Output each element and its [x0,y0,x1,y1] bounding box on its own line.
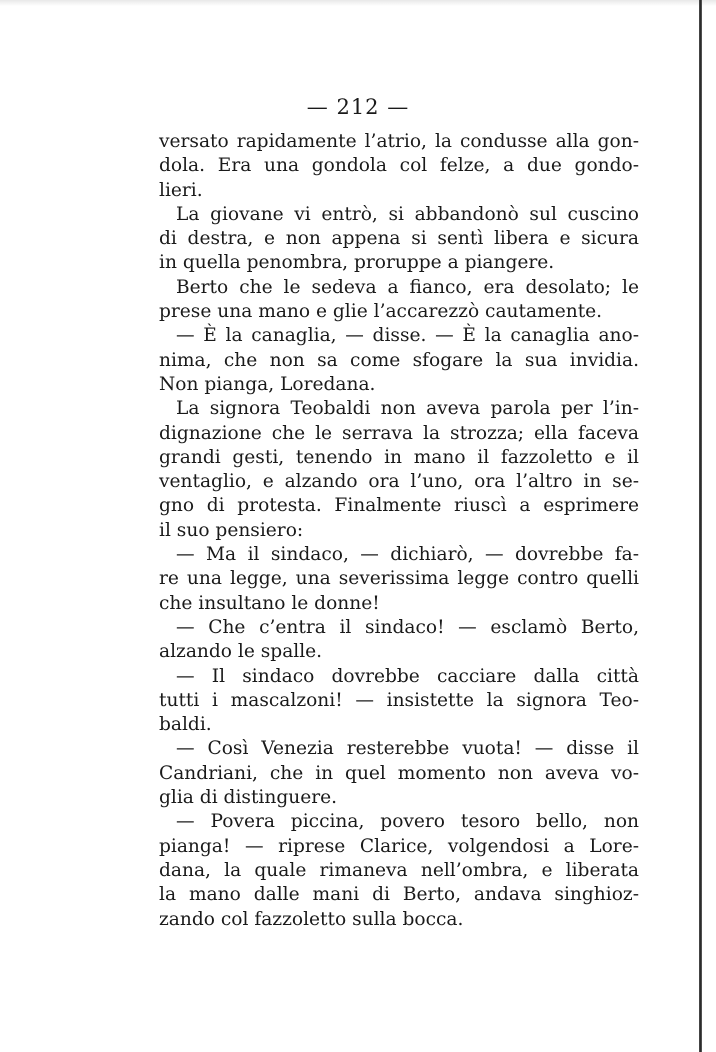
text-line: dignazione che le serrava la strozza; ella faceva [159,422,639,444]
text-line: la mano dalle mani di Berto, andava singhioz- [159,884,639,906]
page-number: — 212 — [306,95,410,119]
text-line: lieri. [159,179,203,201]
text-line: gno di protesta. Finalmente riuscì a esprimere [159,495,639,517]
text-line: — Ma il sindaco, — dichiarò, — dovrebbe fa- [176,544,639,566]
text-line: baldi. [159,714,212,736]
text-line: — Così Venezia resterebbe vuota! — disse il [176,738,639,760]
text-line: alzando le spalle. [159,641,323,663]
text-line: dola. Era una gondola col felze, a due gondo- [159,155,639,177]
text-line: che insultano le donne! [159,592,380,614]
text-line: versato rapidamente l’atrio, la condusse alla gon- [159,131,639,152]
text-line: — Povera piccina, povero tesoro bello, non [176,811,639,833]
text-line: il suo pensiero: [159,519,304,541]
page-top-edge [0,0,716,6]
text-line: — Il sindaco dovrebbe cacciare dalla città [176,665,639,687]
text-line: glia di distinguere. [159,787,338,809]
text-line: — Che c’entra il sindaco! — esclamò Berto, [176,616,639,638]
text-line: prese una mano e glie l’accarezzò cautamente. [159,301,603,323]
text-line: Berto che le sedeva a fianco, era desolato; le [176,276,639,298]
text-line: re una legge, una severissima legge contro quelli [159,568,639,590]
text-line: pianga! — riprese Clarice, volgendosi a Lore- [159,835,639,857]
text-line: di destra, e non appena si sentì libera e sicura [159,228,639,250]
text-line: ventaglio, e alzando ora l’uno, ora l’altro in se- [159,471,639,493]
text-line: dana, la quale rimaneva nell’ombra, e liberata [159,859,639,881]
page-right-edge [699,0,702,1052]
text-line: in quella penombra, proruppe a piangere. [159,252,555,274]
text-line: tutti i mascalzoni! — insistette la signora Teo- [159,689,639,711]
text-line: zando col fazzoletto sulla bocca. [159,908,464,930]
text-line: La signora Teobaldi non aveva parola per l’in- [176,398,639,420]
text-line: Candriani, che in quel momento non aveva vo- [159,762,639,784]
text-line: nima, che non sa come sfogare la sua invidia. [159,349,639,371]
text-line: Non pianga, Loredana. [159,373,376,395]
body-text [159,130,639,932]
text-line: La giovane vi entrò, si abbandonò sul cuscino [176,203,639,225]
text-line: — È la canaglia, — disse. — È la canaglia ano- [176,325,639,347]
text-line: grandi gesti, tenendo in mano il fazzoletto e il [159,446,639,468]
